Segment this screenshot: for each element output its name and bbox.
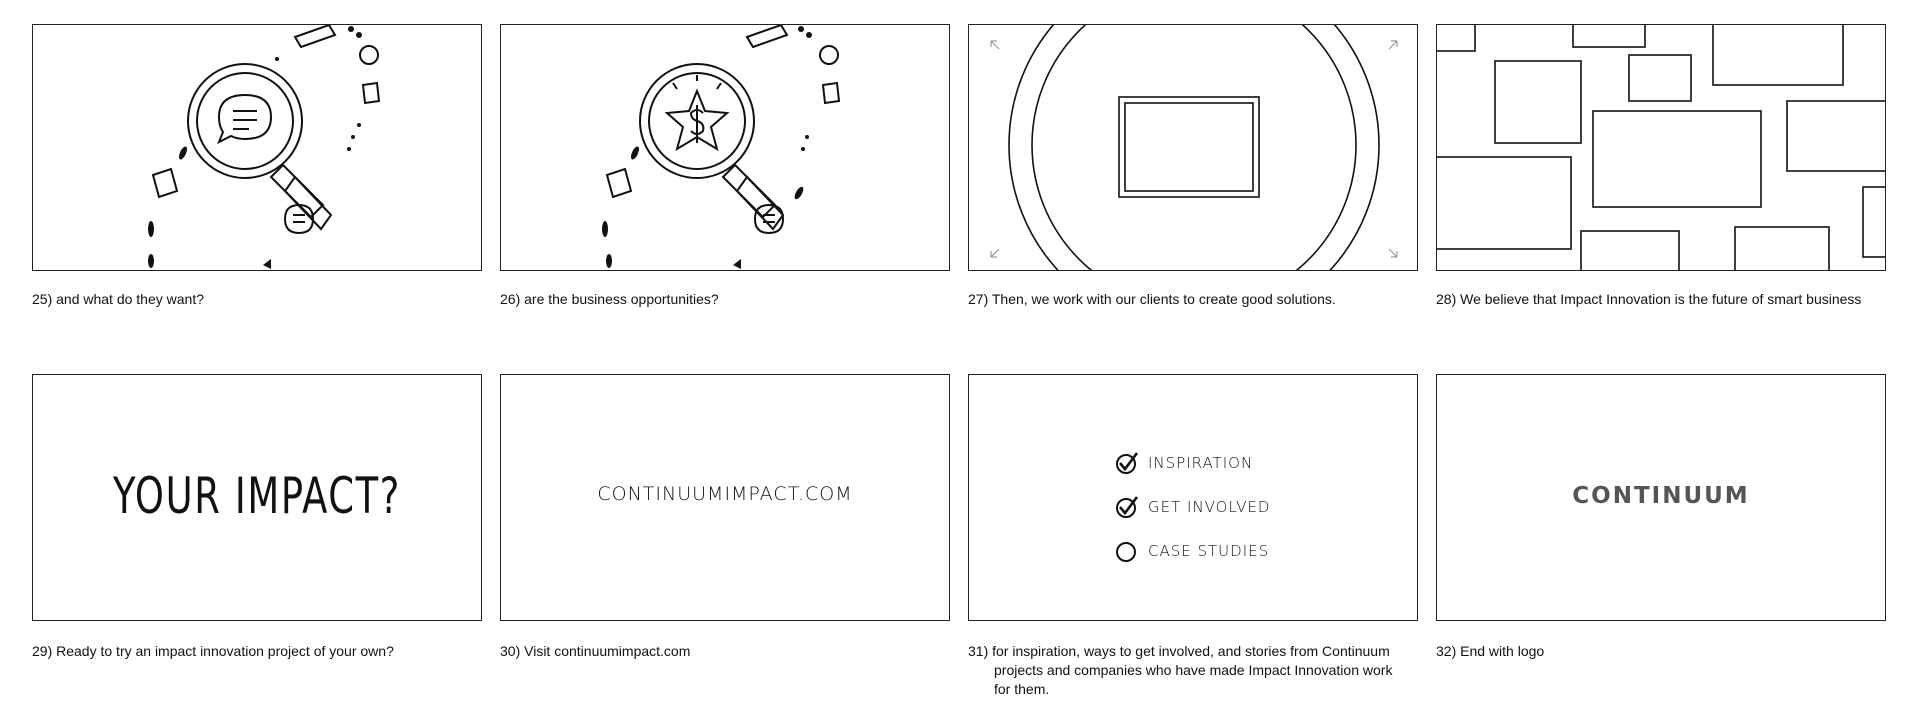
checklist-item-inspiration (1114, 441, 1270, 485)
storyboard-frame-29 (32, 374, 482, 621)
frame-30-caption: 30) Visit continuumimpact.com (500, 643, 691, 659)
frame-26-caption: 26) are the business opportunities? (500, 291, 719, 307)
storyboard-frame-28 (1436, 24, 1886, 271)
checklist-item-get-involved (1114, 485, 1270, 529)
checklist-label-get-involved: GET INVOLVED (1148, 498, 1271, 516)
frame-27-caption: 27) Then, we work with our clients to create good solutions. (968, 291, 1336, 307)
checklist-item-case-studies (1114, 529, 1270, 573)
checkmark-circle-icon (1114, 495, 1142, 519)
frame-32-caption: 32) End with logo (1436, 643, 1545, 659)
checklist-label-case-studies: CASE STUDIES (1148, 542, 1270, 560)
checklist (1114, 441, 1270, 573)
storyboard-frame-30 (500, 374, 950, 621)
magnifier-star-dollar-illustration (501, 25, 950, 271)
storyboard-frame-31 (968, 374, 1418, 621)
your-impact-sketch-text: YOUR IMPACT? (112, 467, 402, 525)
frame-25-caption: 25) and what do they want? (32, 291, 205, 307)
storyboard-frame-26 (500, 24, 950, 271)
magnifier-speech-bubble-illustration (33, 25, 482, 271)
storyboard-frame-27 (968, 24, 1418, 271)
tiled-rectangles-illustration (1437, 25, 1886, 271)
continuum-logo: CONTINUUM (1572, 483, 1750, 509)
storyboard-frame-25 (32, 24, 482, 271)
frame-28-caption: 28) We believe that Impact Innovation is the future of smart business (1436, 291, 1862, 307)
frame-31-caption: 31) for inspiration, ways to get involved, and stories from Continuum projects and companies who have made Impact Innovation work for them. (968, 643, 1393, 697)
checkmark-circle-icon (1114, 451, 1142, 475)
empty-circle-icon (1114, 539, 1142, 563)
storyboard-frame-32 (1436, 374, 1886, 621)
checklist-label-inspiration: INSPIRATION (1148, 454, 1254, 472)
url-sketch-text: CONTINUUMIMPACT.COM (597, 483, 853, 505)
zoom-screen-circles-illustration (969, 25, 1418, 271)
frame-29-caption: 29) Ready to try an impact innovation project of your own? (32, 643, 394, 659)
